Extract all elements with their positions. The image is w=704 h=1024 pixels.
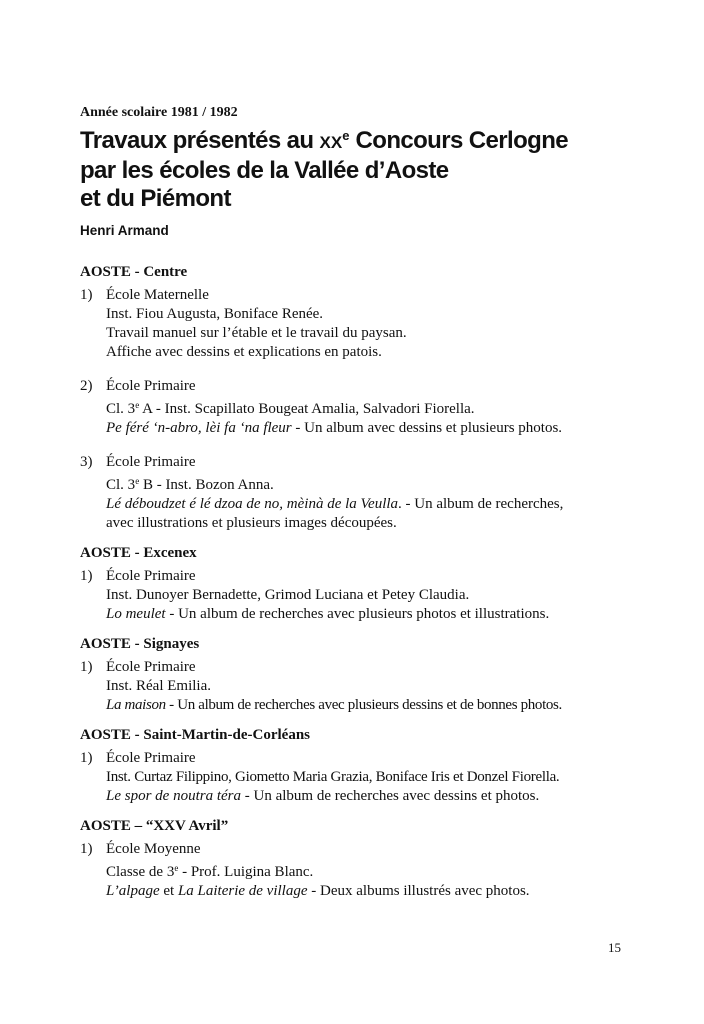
- work-title: L’alpage: [106, 883, 160, 899]
- entry-number: 1): [80, 750, 93, 766]
- teachers: Inst. Fiou Augusta, Boniface Renée.: [106, 306, 324, 322]
- work-description: - Un album de recherches avec plusieurs dessins et de bonnes photos.: [165, 697, 562, 713]
- section-aoste-excenex: [80, 544, 640, 624]
- list-item: [80, 840, 640, 901]
- school-year: Année scolaire 1981 / 1982: [80, 105, 238, 120]
- section-aoste-signayes: [80, 635, 640, 715]
- work-entry: L’alpage et La Laiterie de village - Deux albums illustrés avec photos.: [106, 883, 530, 899]
- section-aoste-xxv-avril: [80, 817, 640, 901]
- section-title: AOSTE - Centre: [80, 264, 188, 280]
- work-description: - Un album de recherches avec plusieurs photos et illustrations.: [165, 606, 550, 622]
- work-description: avec illustrations et plusieurs images découpées.: [106, 515, 397, 531]
- section-title: AOSTE - Excenex: [80, 545, 197, 561]
- work-description: Affiche avec dessins et explications en patois.: [106, 344, 382, 360]
- work-title: Lé déboudzet é lé dzoa de no, mèinà de la Veulla: [106, 496, 399, 512]
- work-description: - Un album de recherches avec dessins et photos.: [241, 788, 540, 804]
- entry-number: 1): [80, 841, 93, 857]
- class-info: Cl. 3e A - Inst. Scapillato Bougeat Amalia, Salvadori Fiorella.: [106, 400, 475, 417]
- school-type: École Primaire: [106, 568, 196, 584]
- school-type: École Moyenne: [106, 841, 201, 857]
- page-title: [80, 122, 640, 213]
- work-title: Pe féré ‘n-abro, lèi fa ‘na fleur: [106, 420, 292, 436]
- work-title: Le spor de noutra téra: [106, 788, 241, 804]
- list-item: [80, 377, 640, 438]
- entry-number: 1): [80, 659, 93, 675]
- title-part2: Concours Cerlogne: [349, 127, 569, 154]
- page-number: 15: [608, 940, 621, 955]
- class-info: Classe de 3e - Prof. Luigina Blanc.: [106, 863, 314, 880]
- work-description: . - Un album de recherches,: [398, 496, 564, 512]
- section-title: AOSTE - Signayes: [80, 636, 200, 652]
- document-page: [80, 104, 640, 901]
- class-info: Cl. 3e B - Inst. Bozon Anna.: [106, 476, 274, 493]
- teachers: Inst. Dunoyer Bernadette, Grimod Luciana et Petey Claudia.: [106, 587, 470, 603]
- work-title: La maison: [106, 697, 166, 713]
- school-type: École Maternelle: [106, 287, 209, 303]
- teachers: Inst. Réal Emilia.: [106, 678, 211, 694]
- work-description: Travail manuel sur l’étable et le travail du paysan.: [106, 325, 407, 341]
- list-item: [80, 658, 640, 715]
- title-ordinal: XXe: [319, 128, 350, 152]
- school-type: École Primaire: [106, 454, 196, 470]
- school-type: École Primaire: [106, 750, 196, 766]
- work-description: - Un album avec dessins et plusieurs photos.: [291, 420, 563, 436]
- work-title: La Laiterie de village: [177, 883, 308, 899]
- section-aoste-centre: [80, 263, 640, 533]
- section-title: AOSTE – “XXV Avril”: [80, 818, 229, 834]
- section-title: AOSTE - Saint-Martin-de-Corléans: [80, 727, 310, 743]
- entry-number: 1): [80, 287, 93, 303]
- work-description: - Deux albums illustrés avec photos.: [307, 883, 530, 899]
- list-item: [80, 286, 640, 362]
- entry-number: 1): [80, 568, 93, 584]
- work-title: Lo meulet: [106, 606, 166, 622]
- entry-number: 3): [80, 454, 93, 470]
- author: Henri Armand: [80, 223, 169, 238]
- work-entry: [106, 696, 640, 715]
- title-line3: et du Piémont: [80, 185, 231, 212]
- list-item: [80, 567, 640, 624]
- work-entry: [106, 787, 640, 806]
- title-line2: par les écoles de la Vallée d’Aoste: [80, 157, 449, 184]
- list-item: [80, 749, 640, 806]
- list-item: [80, 453, 640, 533]
- title-part1: Travaux présentés au: [80, 127, 320, 154]
- work-entry: [106, 495, 640, 514]
- work-entry: [106, 605, 640, 624]
- school-type: École Primaire: [106, 659, 196, 675]
- section-aoste-saint-martin: [80, 726, 640, 806]
- school-type: École Primaire: [106, 378, 196, 394]
- entry-number: 2): [80, 378, 93, 394]
- work-entry: [106, 419, 640, 438]
- teachers: Inst. Curtaz Filippino, Giometto Maria Grazia, Boniface Iris et Donzel Fiorella.: [106, 769, 560, 785]
